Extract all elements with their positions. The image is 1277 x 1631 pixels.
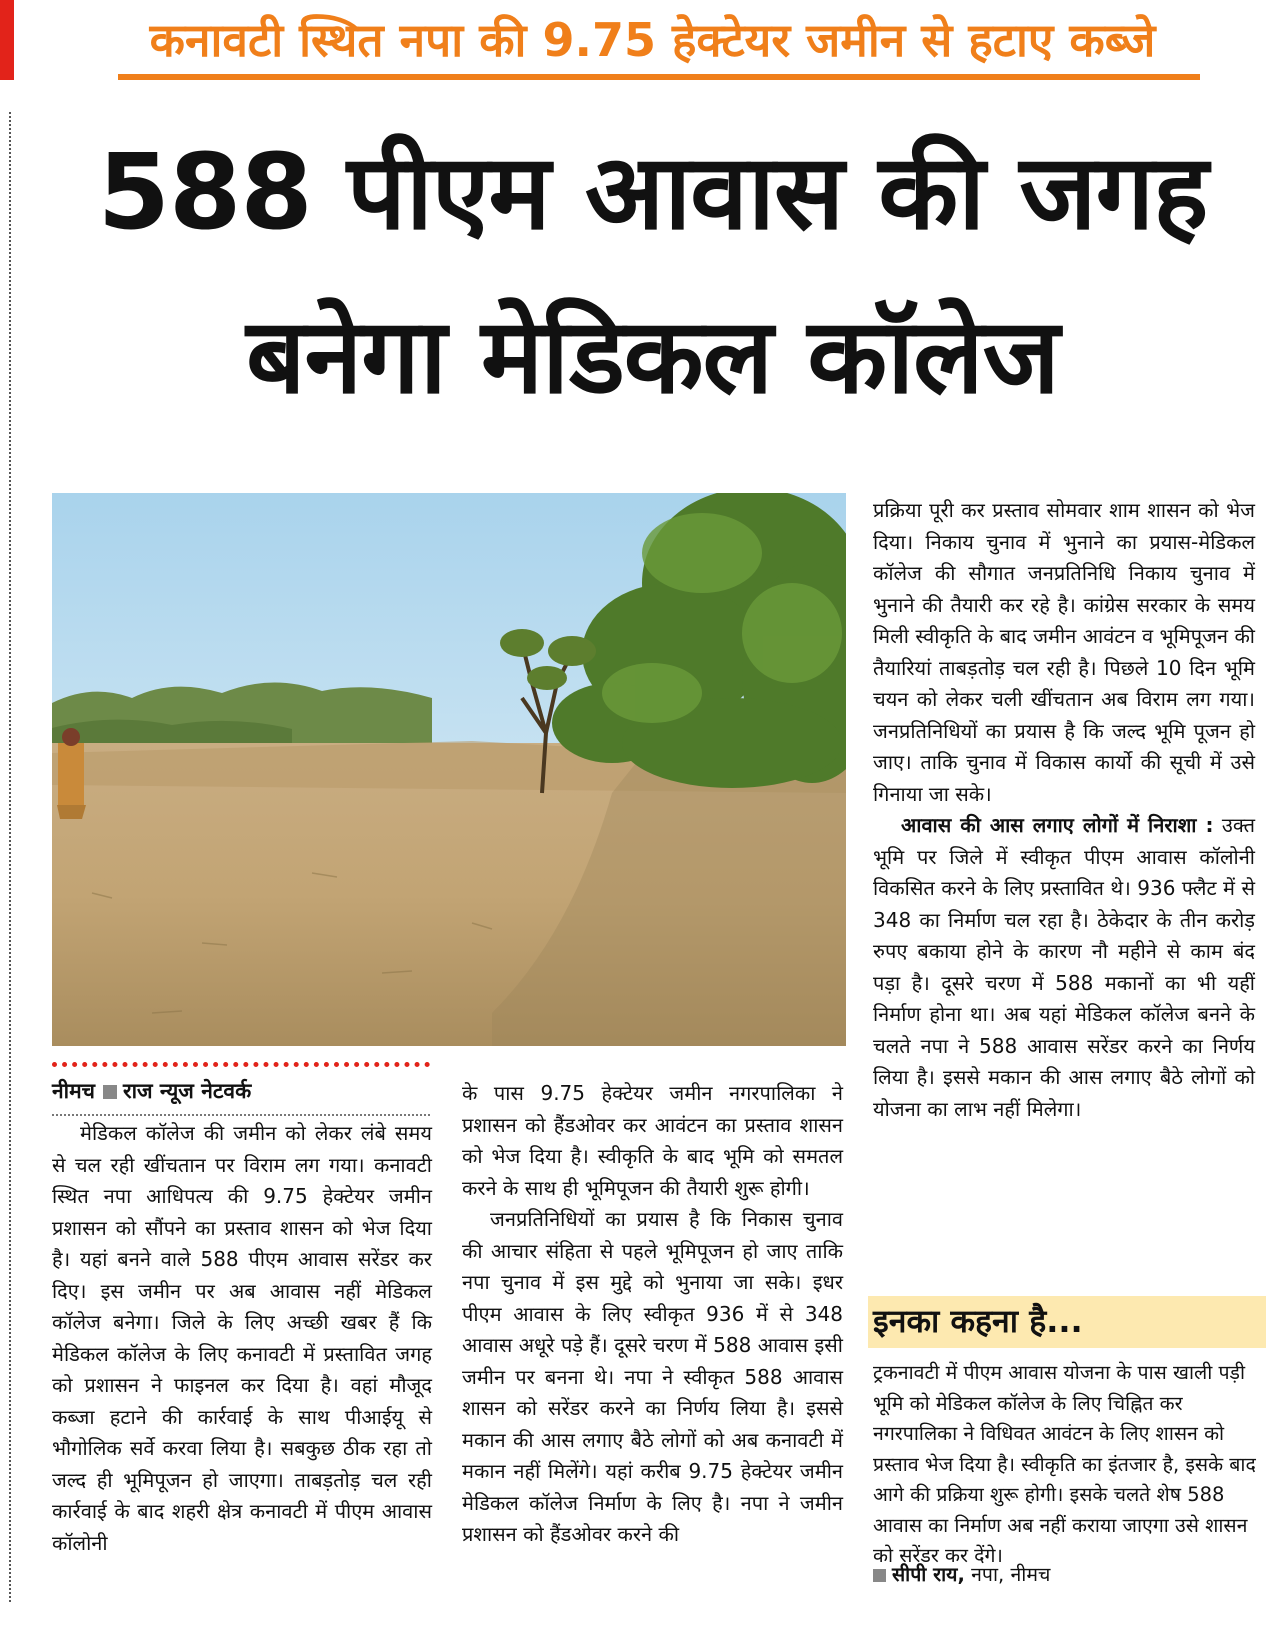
article-paragraph: मेडिकल कॉलेज की जमीन को लेकर लंबे समय से चल रही खींचतान पर विराम लग गया। कनावटी स्थित नपा आधिपत्य की 9.75 हेक्टेयर जमीन प्रशासन को सौंपने का प्रस्ताव शासन को भेज दिया है। यहां बनने वाले 588 पीएम आवास सरेंडर कर दिए। इस जमीन पर अब आवास नहीं मेडिकल कॉलेज बनेगा। जिले के लिए अच्छी खबर हैं कि मेडिकल कॉलेज के लिए कनावटी में प्रस्तावित जगह को प्रशासन ने फाइनल कर दिया है। वहां मौजूद कब्जा हटाने की कार्रवाई के साथ पीआईयू से भौगोलिक सर्वे करवा लिया है। सबकुछ ठीक रहा तो जल्द ही भूमिपूजन हो जाएगा। ताबड़तोड़ चल रही कार्रवाई के बाद शहरी क्षेत्र कनावटी में पीएम आवास कॉलोनी bbox=[52, 1121, 432, 1555]
byline-bottom-rule bbox=[52, 1114, 430, 1116]
article-paragraph: के पास 9.75 हेक्टेयर जमीन नगरपालिका ने प्रशासन को हैंडओवर कर आवंटन का प्रस्ताव शासन को भेज दिया है। स्वीकृति के बाद भूमि को समतल करने के साथ ही भूमिपूजन की तैयारी शुरू होगी। bbox=[462, 1081, 843, 1200]
kicker-headline: कनावटी स्थित नपा की 9.75 हेक्टेयर जमीन से हटाए कब्जे bbox=[149, 13, 1156, 67]
article-paragraph: उक्त भूमि पर जिले में स्वीकृत पीएम आवास कॉलोनी विकसित करने के लिए प्रस्तावित थे। 936 फ्लैट में से 348 का निर्माण चल रहा है। ठेकेदार के तीन करोड़ रुपए बकाया होने के कारण नौ महीने से काम बंद पड़ा है। दूसरे चरण में 588 मकानों का भी यहीं निर्माण होना था। अब यहां मेडिकल कॉलेज बनने के चलते नपा ने 588 आवास सरेंडर करने का निर्णय लिया है। इससे मकान की आस लगाए बैठे लोगों को योजना का लाभ नहीं मिलेगा। bbox=[873, 813, 1256, 1121]
quote-name: सीपी राय, bbox=[892, 1563, 965, 1586]
main-headline-line-1: 588 पीएम आवास की जगह bbox=[97, 131, 1208, 253]
byline-agency: राज न्यूज नेटवर्क bbox=[123, 1079, 252, 1103]
article-column-2 bbox=[462, 1078, 843, 1551]
quote-signature bbox=[873, 1560, 1050, 1590]
main-headline-line-2: बनेगा मेडिकल कॉलेज bbox=[246, 295, 1059, 417]
section-marker bbox=[0, 0, 14, 80]
article-column-3 bbox=[873, 495, 1255, 1125]
square-bullet-icon bbox=[103, 1085, 117, 1099]
quote-title: इनका कहना है... bbox=[873, 1302, 1083, 1340]
byline-top-rule bbox=[52, 1062, 430, 1067]
article-column-1 bbox=[52, 1118, 432, 1559]
kicker-underline bbox=[118, 74, 1200, 80]
article-paragraph: जनप्रतिनिधियों का प्रयास है कि निकास चुनाव की आचार संहिता से पहले भूमिपूजन हो जाए ताकि नपा चुनाव में इस मुद्दे को भुनाया जा सके। इधर पीएम आवास के लिए स्वीकृत 936 में से 348 आवास अधूरे पड़े हैं। दूसरे चरण में 588 आवास इसी जमीन पर बनना थे। नपा ने स्वीकृत 588 आवास शासन को सरेंडर करने का निर्णय लिया है। इससे मकान की आस लगाए बैठे लोगों को अब कनावटी में मकान नहीं मिलेंगे। यहां करीब 9.75 हेक्टेयर जमीन मेडिकल कॉलेज निर्माण के लिए है। नपा ने जमीन प्रशासन को हैंडओवर करने की bbox=[462, 1207, 843, 1546]
subheading: आवास की आस लगाए लोगों में निराशा : bbox=[901, 813, 1214, 837]
quote-text: ट्रकनावटी में पीएम आवास योजना के पास खाली पड़ी भूमि को मेडिकल कॉलेज के लिए चिह्नित कर नगरपालिका ने विधिवत आवंटन के लिए शासन को प्रस्ताव भेज दिया है। स्वीकृति का इंतजार है, इसके बाद आगे की प्रक्रिया शुरू होगी। इसके चलते शेष 588 आवास का निर्माण अब नहीं कराया जाएगा उसे शासन को सरेंडर कर देंगे। bbox=[873, 1361, 1256, 1567]
quote-designation: नपा, नीमच bbox=[971, 1563, 1051, 1586]
square-bullet-icon bbox=[873, 1569, 886, 1582]
byline bbox=[52, 1074, 432, 1108]
byline-place: नीमच bbox=[52, 1079, 95, 1103]
quote-body bbox=[873, 1358, 1268, 1572]
column-dotted-rule bbox=[9, 112, 11, 1602]
land-photo bbox=[52, 493, 846, 1046]
article-paragraph: प्रक्रिया पूरी कर प्रस्ताव सोमवार शाम शासन को भेज दिया। निकाय चुनाव में भुनाने का प्रयास-मेडिकल कॉलेज की सौगात जनप्रतिनिधि निकाय चुनाव में भुनाने की तैयारी कर रहे है। कांग्रेस सरकार के समय मिली स्वीकृति के बाद जमीन आवंटन व भूमिपूजन की तैयारियां ताबड़तोड़ चल रही है। पिछले 10 दिन भूमि चयन को लेकर चली खींचतान अब विराम लग गया। जनप्रतिनिधियों का प्रयास है कि जल्द भूमि पूजन हो जाए। ताकि चुनाव में विकास कार्यो की सूची में उसे गिनाया जा सके। bbox=[873, 498, 1255, 806]
